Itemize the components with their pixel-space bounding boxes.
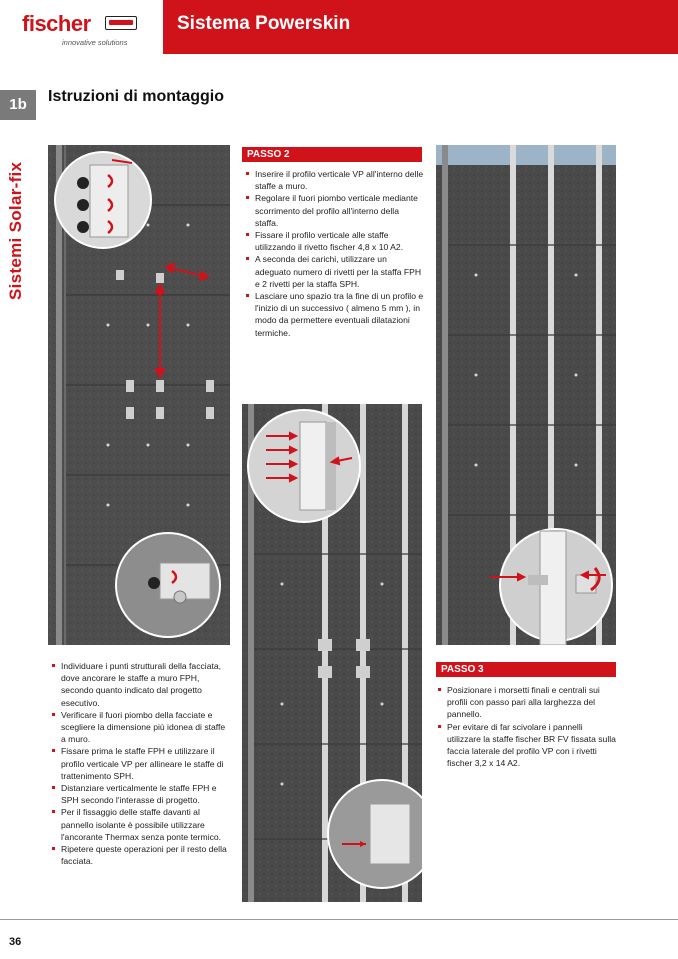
list-item: A seconda dei carichi, utilizzare un adeguato numero di rivetti per la staffa FPH e 2 rivetti per la staffa SPH. xyxy=(246,253,424,290)
section-title: Istruzioni di montaggio xyxy=(48,88,224,105)
list-item: Ripetere queste operazioni per il resto della facciata. xyxy=(52,843,230,867)
step3-list xyxy=(438,684,616,769)
list-item: Regolare il fuori piombo verticale mediante scorrimento del profilo all'interno della staffa. xyxy=(246,192,424,229)
list-item: Inserire il profilo verticale VP all'interno delle staffe a muro. xyxy=(246,168,424,192)
chapter-label: Sistemi Solar-fix xyxy=(6,161,25,300)
list-item: Individuare i punti strutturali della facciata, dove ancorare le staffe a muro FPH, secondo quanto indicato dal progetto esecutivo. xyxy=(52,660,230,709)
step3-header: PASSO 3 xyxy=(436,662,616,677)
footer-divider xyxy=(0,919,678,920)
list-item: Lasciare uno spazio tra la fine di un profilo e l'inizio di un successivo ( almeno 5 mm ), in modo da permettere eventuali dilatazioni termiche. xyxy=(246,290,424,339)
brand-logo xyxy=(0,0,163,54)
step3-photo xyxy=(436,145,616,645)
step2-list xyxy=(246,168,424,339)
step1-wall-illustration xyxy=(48,145,230,645)
list-item: Per il fissaggio delle staffe davanti al pannello isolante è possibile utilizzare l'ancorante Thermax senza ponte termico. xyxy=(52,806,230,843)
page-number: 36 xyxy=(9,936,22,948)
step3-wall-illustration xyxy=(436,145,616,645)
step2-header: PASSO 2 xyxy=(242,147,422,162)
step1-photo xyxy=(48,145,230,645)
list-item: Distanziare verticalmente le staffe FPH e SPH secondo l'interasse di progetto. xyxy=(52,782,230,806)
list-item: Verificare il fuori piombo della facciate e scegliere la dimensione più idonea di staffe a muro. xyxy=(52,709,230,746)
chapter-tab: 1b xyxy=(0,90,36,120)
step2-photo xyxy=(242,404,422,902)
list-item: Fissare il profilo verticale alle staffe utilizzando il rivetto fischer 4,8 x 10 A2. xyxy=(246,229,424,253)
step1-list xyxy=(52,660,230,867)
brand-wordmark: fischer xyxy=(22,11,91,36)
page-header xyxy=(0,0,678,54)
page-title: Sistema Powerskin xyxy=(177,13,351,34)
brand-tagline: innovative solutions xyxy=(62,38,128,47)
list-item: Fissare prima le staffe FPH e utilizzare il profilo verticale VP per allineare le staffe di trattenimento SPH. xyxy=(52,745,230,782)
step2-wall-illustration xyxy=(242,404,422,902)
list-item: Posizionare i morsetti finali e centrali sui profili con passo pari alla larghezza del pannello. xyxy=(438,684,616,721)
header-title-bar xyxy=(163,0,678,54)
list-item: Per evitare di far scivolare i pannelli utilizzare la staffe fischer BR FV fissata sulla faccia laterale del profilo VP con i rivetti fischer 3,2 x 14 A2. xyxy=(438,721,616,770)
brand-badge-icon xyxy=(105,16,137,30)
